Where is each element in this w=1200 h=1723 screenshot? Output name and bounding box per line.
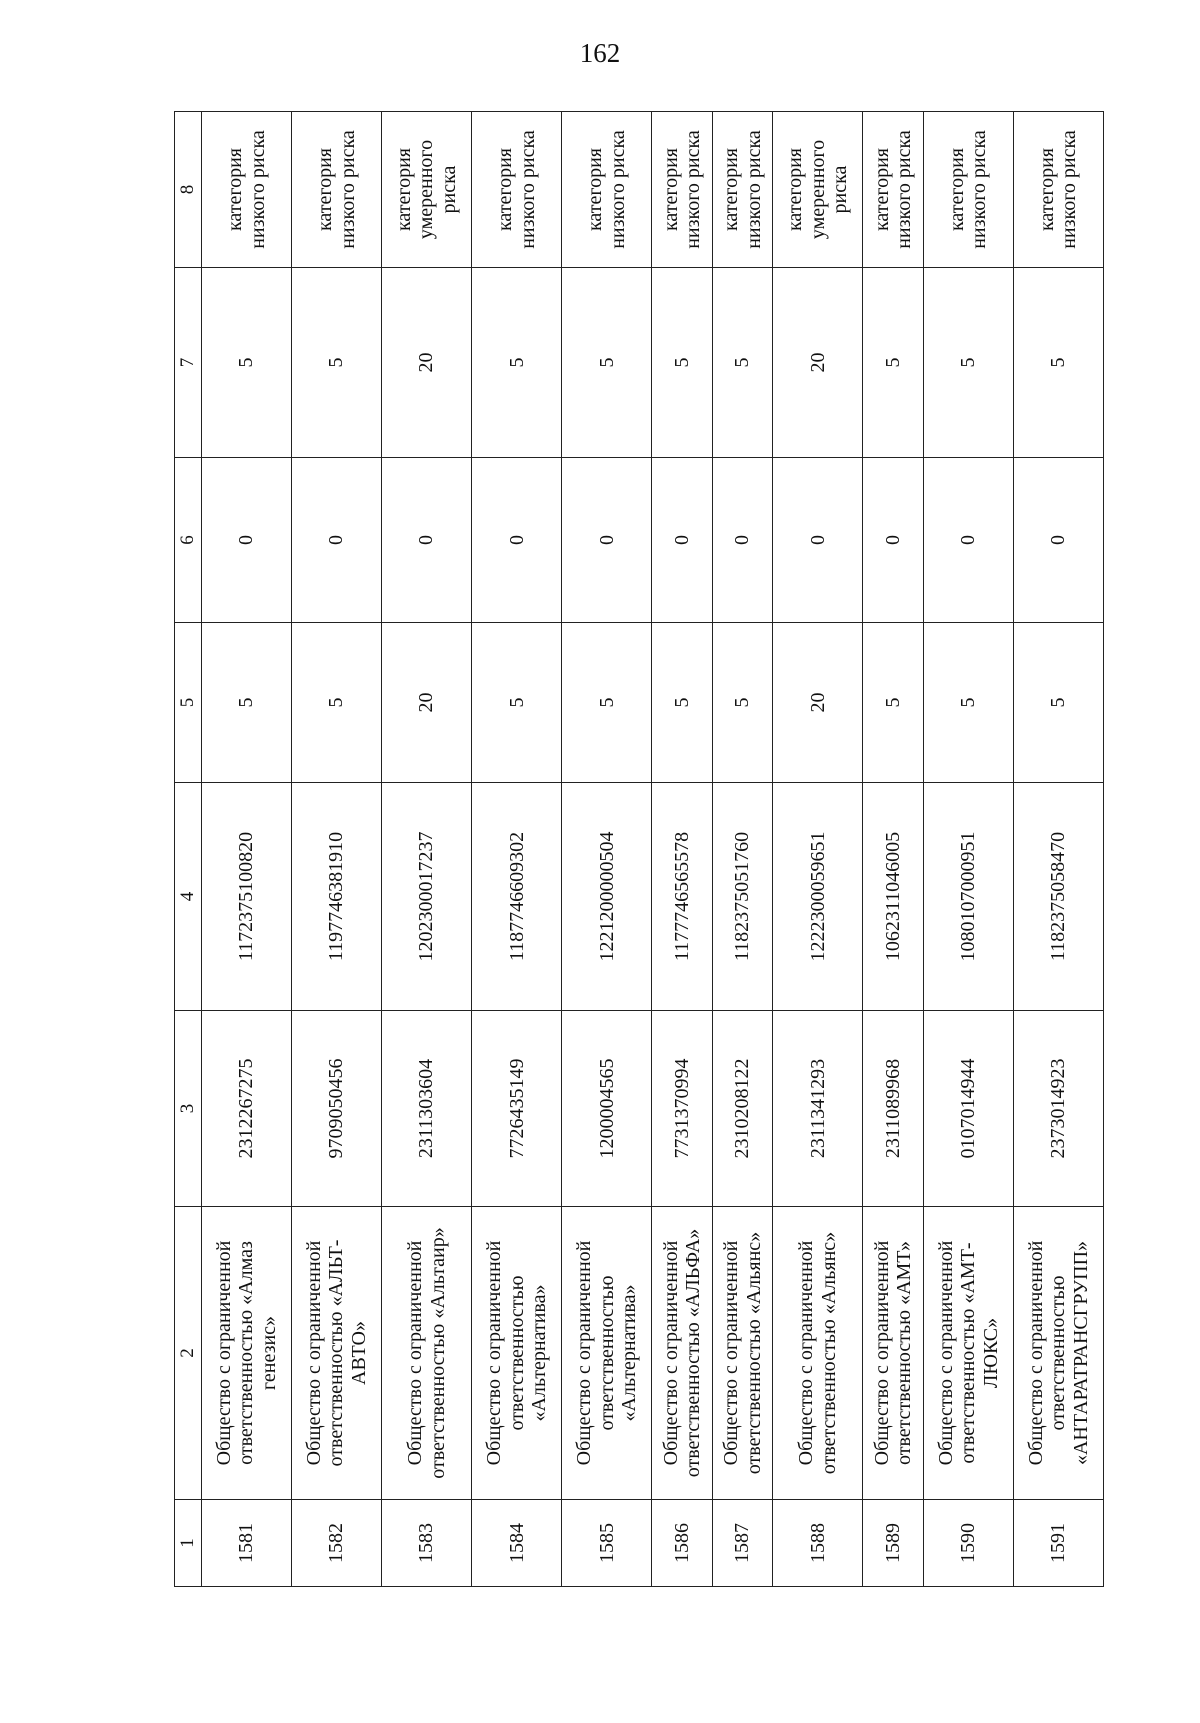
table-row xyxy=(1013,112,1103,1587)
page-number: 162 xyxy=(579,38,621,68)
risk-category-cell: категория низкого риска xyxy=(472,112,562,268)
ogrn-cell: 1222300059651 xyxy=(773,783,863,1011)
organization-name-cell: Общество с ограниченной ответственностью «Альтернатива» xyxy=(472,1207,562,1500)
total-score-cell: 5 xyxy=(923,268,1013,458)
column-header: 6 xyxy=(175,458,202,623)
score-cell: 5 xyxy=(472,623,562,783)
total-score-cell: 5 xyxy=(1013,268,1103,458)
ogrn-cell: 1202300017237 xyxy=(382,783,472,1011)
table-row xyxy=(712,112,772,1587)
table-row xyxy=(202,112,292,1587)
risk-category-cell: категория низкого риска xyxy=(923,112,1013,268)
score-cell: 5 xyxy=(1013,623,1103,783)
score-adjustment-cell: 0 xyxy=(652,458,712,623)
score-adjustment-cell: 0 xyxy=(202,458,292,623)
ogrn-cell: 1172375100820 xyxy=(202,783,292,1011)
total-score-cell: 5 xyxy=(652,268,712,458)
registry-table xyxy=(174,111,1104,1587)
score-cell: 5 xyxy=(863,623,923,783)
risk-category-cell: категория умеренного риска xyxy=(382,112,472,268)
inn-cell: 2311303604 xyxy=(382,1011,472,1207)
score-adjustment-cell: 0 xyxy=(472,458,562,623)
score-cell: 20 xyxy=(382,623,472,783)
risk-category-cell: категория умеренного риска xyxy=(773,112,863,268)
row-number-cell: 1582 xyxy=(292,1500,382,1587)
score-cell: 5 xyxy=(712,623,772,783)
row-number-cell: 1591 xyxy=(1013,1500,1103,1587)
ogrn-cell: 1187746609302 xyxy=(472,783,562,1011)
total-score-cell: 5 xyxy=(712,268,772,458)
score-cell: 5 xyxy=(292,623,382,783)
ogrn-cell: 1062311046005 xyxy=(863,783,923,1011)
organization-name-cell: Общество с ограниченной ответственностью «Альтернатива» xyxy=(562,1207,652,1500)
organization-name-cell: Общество с ограниченной ответственностью «Альянс» xyxy=(712,1207,772,1500)
organization-name-cell: Общество с ограниченной ответственностью «АЛЬТ-АВТО» xyxy=(292,1207,382,1500)
organization-name-cell: Общество с ограниченной ответственностью «Альянс» xyxy=(773,1207,863,1500)
column-header: 5 xyxy=(175,623,202,783)
table-row xyxy=(923,112,1013,1587)
score-cell: 5 xyxy=(202,623,292,783)
organization-name-cell: Общество с ограниченной ответственностью «АМТ» xyxy=(863,1207,923,1500)
total-score-cell: 5 xyxy=(202,268,292,458)
total-score-cell: 20 xyxy=(773,268,863,458)
column-header: 2 xyxy=(175,1207,202,1500)
column-header: 7 xyxy=(175,268,202,458)
inn-cell: 7731370994 xyxy=(652,1011,712,1207)
organization-name-cell: Общество с ограниченной ответственностью «АЛЬФА» xyxy=(652,1207,712,1500)
row-number-cell: 1581 xyxy=(202,1500,292,1587)
row-number-cell: 1590 xyxy=(923,1500,1013,1587)
column-header: 4 xyxy=(175,783,202,1011)
column-header: 3 xyxy=(175,1011,202,1207)
inn-cell: 2312267275 xyxy=(202,1011,292,1207)
inn-cell: 9709050456 xyxy=(292,1011,382,1207)
risk-category-cell: категория низкого риска xyxy=(712,112,772,268)
total-score-cell: 5 xyxy=(562,268,652,458)
ogrn-cell: 1182375058470 xyxy=(1013,783,1103,1011)
table-row xyxy=(562,112,652,1587)
organization-name-cell: Общество с ограниченной ответственностью «Альтаир» xyxy=(382,1207,472,1500)
score-adjustment-cell: 0 xyxy=(712,458,772,623)
table-row xyxy=(773,112,863,1587)
inn-cell: 1200004565 xyxy=(562,1011,652,1207)
total-score-cell: 20 xyxy=(382,268,472,458)
total-score-cell: 5 xyxy=(472,268,562,458)
row-number-cell: 1589 xyxy=(863,1500,923,1587)
score-adjustment-cell: 0 xyxy=(923,458,1013,623)
risk-category-cell: категория низкого риска xyxy=(562,112,652,268)
table-body xyxy=(175,112,1104,1587)
inn-cell: 2311341293 xyxy=(773,1011,863,1207)
score-adjustment-cell: 0 xyxy=(382,458,472,623)
score-adjustment-cell: 0 xyxy=(562,458,652,623)
risk-category-cell: категория низкого риска xyxy=(292,112,382,268)
risk-category-cell: категория низкого риска xyxy=(652,112,712,268)
score-adjustment-cell: 0 xyxy=(1013,458,1103,623)
table-row xyxy=(292,112,382,1587)
column-header: 8 xyxy=(175,112,202,268)
score-cell: 20 xyxy=(773,623,863,783)
ogrn-cell: 1221200000504 xyxy=(562,783,652,1011)
row-number-cell: 1586 xyxy=(652,1500,712,1587)
score-cell: 5 xyxy=(923,623,1013,783)
score-cell: 5 xyxy=(562,623,652,783)
row-number-cell: 1585 xyxy=(562,1500,652,1587)
inn-cell: 2311089968 xyxy=(863,1011,923,1207)
column-header: 1 xyxy=(175,1500,202,1587)
column-number-header-row xyxy=(175,112,202,1587)
row-number-cell: 1583 xyxy=(382,1500,472,1587)
inn-cell: 2373014923 xyxy=(1013,1011,1103,1207)
table-row xyxy=(472,112,562,1587)
score-adjustment-cell: 0 xyxy=(773,458,863,623)
risk-category-cell: категория низкого риска xyxy=(863,112,923,268)
risk-category-cell: категория низкого риска xyxy=(202,112,292,268)
organization-name-cell: Общество с ограниченной ответственностью «АМТ-ЛЮКС» xyxy=(923,1207,1013,1500)
ogrn-cell: 1080107000951 xyxy=(923,783,1013,1011)
ogrn-cell: 1197746381910 xyxy=(292,783,382,1011)
table-row xyxy=(382,112,472,1587)
table-row xyxy=(652,112,712,1587)
inn-cell: 2310208122 xyxy=(712,1011,772,1207)
row-number-cell: 1587 xyxy=(712,1500,772,1587)
organization-name-cell: Общество с ограниченной ответственностью «АНТАРАТРАНСГРУПП» xyxy=(1013,1207,1103,1500)
row-number-cell: 1588 xyxy=(773,1500,863,1587)
total-score-cell: 5 xyxy=(863,268,923,458)
risk-category-cell: категория низкого риска xyxy=(1013,112,1103,268)
total-score-cell: 5 xyxy=(292,268,382,458)
rotated-table-wrapper xyxy=(174,112,1104,1587)
ogrn-cell: 1177746565578 xyxy=(652,783,712,1011)
inn-cell: 7726435149 xyxy=(472,1011,562,1207)
score-adjustment-cell: 0 xyxy=(863,458,923,623)
ogrn-cell: 1182375051760 xyxy=(712,783,772,1011)
score-adjustment-cell: 0 xyxy=(292,458,382,623)
inn-cell: 0107014944 xyxy=(923,1011,1013,1207)
score-cell: 5 xyxy=(652,623,712,783)
table-row xyxy=(863,112,923,1587)
organization-name-cell: Общество с ограниченной ответственностью «Алмаз генезис» xyxy=(202,1207,292,1500)
row-number-cell: 1584 xyxy=(472,1500,562,1587)
